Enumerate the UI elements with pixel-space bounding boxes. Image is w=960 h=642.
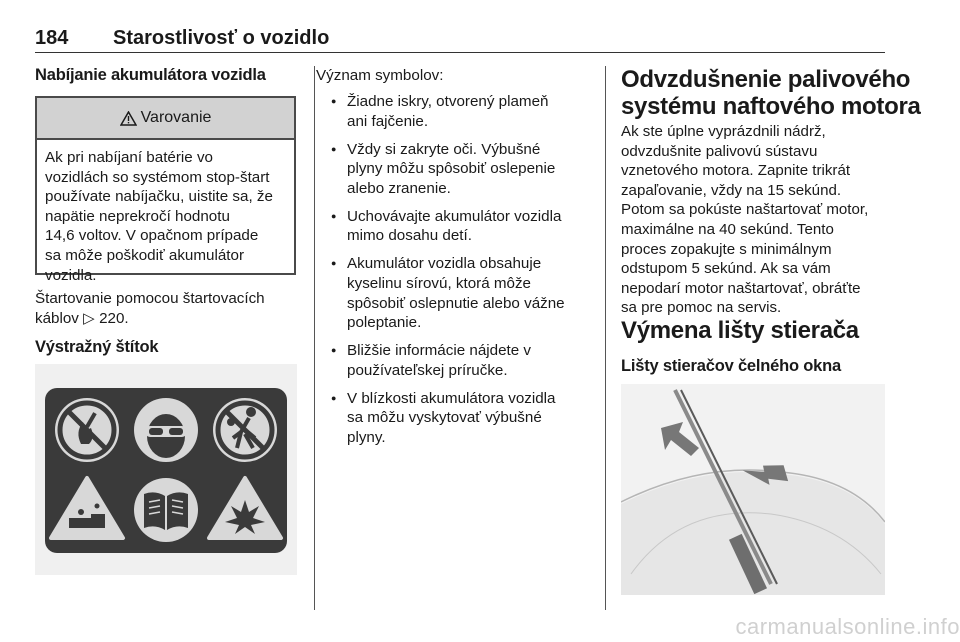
list-item: ● Žiadne iskry, otvorený plameň ani fajčenie. <box>316 92 605 131</box>
warning-label-plate <box>45 388 287 553</box>
explosive-gas-icon <box>209 478 281 538</box>
list-item: ● Vždy si zakryte oči. Výbušné plyny môžu spôsobiť oslepenie alebo zranenie. <box>316 140 605 199</box>
page-number: 184 <box>35 27 69 49</box>
goggles-icon <box>134 398 198 462</box>
chapter-title: Starostlivosť o vozidlo <box>113 27 330 49</box>
list-item: ● V blízkosti akumulátora vozidla sa môžu vyskytovať výbušné plyny. <box>316 389 605 448</box>
warning-line: napätie neprekročí hodnotu <box>45 207 230 225</box>
jump-start-line: káblov ▷ 220. <box>35 309 129 327</box>
section-heading-wiper-replacement: Výmena lišty stierača <box>621 317 859 344</box>
warning-title: Varovanie <box>140 109 212 126</box>
warning-line: 14,6 voltov. V opačnom prípade <box>45 227 259 245</box>
page-ref-link[interactable]: 220. <box>99 309 129 327</box>
column-divider-1 <box>314 66 315 610</box>
battery-warning-label-image <box>35 364 297 575</box>
read-manual-icon <box>134 478 198 542</box>
jump-start-paragraph <box>35 289 265 328</box>
warning-line: Ak pri nabíjaní batérie vo <box>45 149 214 166</box>
acid-warning-icon <box>51 478 123 538</box>
warning-text <box>37 140 294 285</box>
warning-header <box>37 98 294 140</box>
fuel-bleed-paragraph: Ak ste úplne vyprázdnili nádrž, odvzdušnite palivovú sústavu vznetového motora. Zapnite trikrát zapaľovanie, vždy na 15 sekúnd. Potom sa pokúste naštartovať motor, maximálne na 40 sekúnd. Tento proces zopakujte s minimálnym odstupom 5 sekúnd. Ak sa vám nepodarí motor naštartovať, obráťte sa pre pomoc na servis. <box>621 123 869 317</box>
section-heading-battery-charging: Nabíjanie akumulátora vozidla <box>35 66 266 84</box>
symbols-list <box>316 92 605 447</box>
page-ref-arrow-icon: ▷ <box>83 309 95 327</box>
list-item: ● Uchovávajte akumulátor vozidla mimo dosahu detí. <box>316 207 605 246</box>
wiper-blade-illustration <box>621 384 885 595</box>
watermark: carmanualsonline.info <box>735 614 960 639</box>
warning-triangle-icon <box>120 111 137 126</box>
warning-line: používate nabíjačku, uistite sa, že <box>45 188 273 206</box>
warning-line: vozidlách so systémom stop-štart <box>45 168 270 186</box>
section-heading-warning-label: Výstražný štítok <box>35 338 159 356</box>
no-fire-icon <box>55 398 119 462</box>
subheading-windshield-wipers: Lišty stieračov čelného okna <box>621 357 841 375</box>
symbols-list-container <box>316 92 605 456</box>
header-divider <box>35 52 885 53</box>
jump-start-line: Štartovanie pomocou štartovacích <box>35 290 265 307</box>
keep-children-away-icon <box>213 398 277 462</box>
warning-box <box>35 96 296 284</box>
list-item: ● Bližšie informácie nájdete v používateľskej príručke. <box>316 341 605 380</box>
warning-line: sa môže poškodiť akumulátor <box>45 246 245 264</box>
warning-line: vozidla. <box>45 266 97 284</box>
list-item: ● Akumulátor vozidla obsahuje kyselinu sírovú, ktorá môže spôsobiť oslepnutie alebo vážne poleptanie. <box>316 254 605 332</box>
column-divider-2 <box>605 66 606 610</box>
symbols-intro: Význam symbolov: <box>316 67 444 84</box>
section-heading-fuel-bleed: Odvzdušnenie palivového systému naftového motora <box>621 66 921 120</box>
